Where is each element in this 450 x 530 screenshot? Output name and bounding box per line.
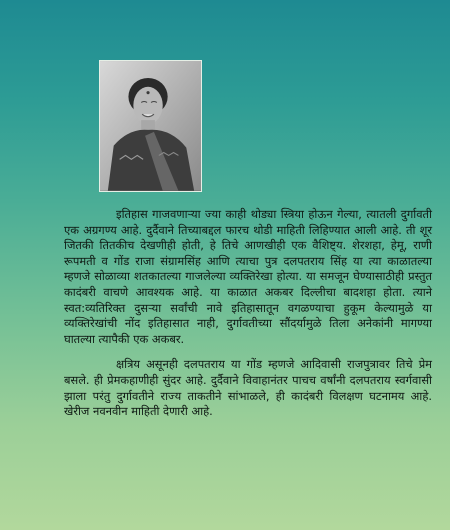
blurb-paragraph: इतिहास गाजवणाऱ्या ज्या काही थोड्या स्त्रिया होऊन गेल्या, त्यातली दुर्गावती एक अग्रगण्य आहे. दुर्दैवाने तिच्याबद्दल फारच थोडी माहिती लिहिण्यात आली आहे. ती शूर जितकी तितकीच देखणीही होती, हे तिचे आणखीही एक वैशिष्ट्य. शेरशहा, हेमू, राणी रूपमती व गोंड राजा संग्रामसिंह आणि त्याचा पुत्र दलपतराय सिंह या त्या काळातल्या म्हणजे सोळाव्या शतकातल्या गाजलेल्या व्यक्तिरेखा होत्या. या समजून घेण्यासाठीही प्रस्तुत कादंबरी वाचणे आवश्यक आहे. या काळात अकबर दिल्लीचा बादशहा होता. त्याने स्वत:व्यतिरिक्त दुसऱ्या सर्वांची नावे इतिहासातून वगळण्याचा हुकूम केल्यामुळे या व्यक्तिरेखांची नोंद इतिहासात नाही, दुर्गावतीच्या सौंदर्यामुळे तिला अनेकांनी मागण्या घातल्या त्यापैकी एक अकबर. — [64, 207, 432, 346]
author-photo — [99, 60, 202, 192]
author-portrait-image — [100, 61, 201, 191]
book-blurb — [64, 207, 432, 420]
blurb-paragraph: क्षत्रिय असूनही दलपतराय या गोंड म्हणजे आदिवासी राजपुत्रावर तिचे प्रेम बसले. ही प्रेमकहाणीही सुंदर आहे. दुर्दैवाने विवाहानंतर पाचच वर्षांनी दलपतराय स्वर्गवासी झाला परंतु दुर्गावतीने राज्य ताकतीने सांभाळले, ही कादंबरी विलक्षण घटनामय आहे. खेरीज नवनवीन माहिती देणारी आहे. — [64, 357, 432, 419]
